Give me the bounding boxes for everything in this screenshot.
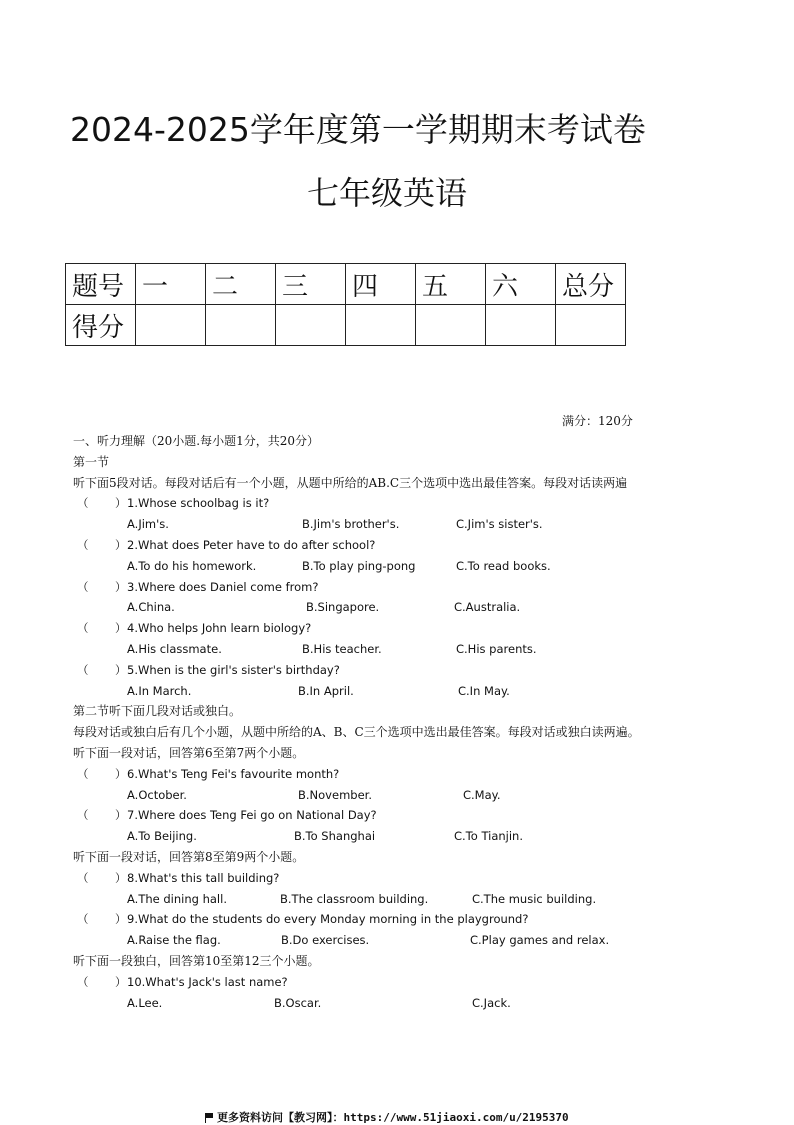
answer-paren-right: ）: [115, 621, 127, 636]
option-b: B.Oscar.: [274, 995, 322, 1010]
options-row: [73, 826, 743, 847]
options-row: [73, 639, 743, 660]
exam-subtitle: 七年级英语: [307, 174, 468, 212]
footer-link[interactable]: [205, 1109, 569, 1125]
listening-section: [73, 431, 743, 1013]
option-a: A.Raise the flag.: [127, 933, 221, 948]
answer-paren-left: （: [77, 808, 89, 823]
option-a: A.To do his homework.: [127, 558, 257, 573]
part-heading: 一、听力理解（20小题.每小题1分，共20分）: [73, 434, 319, 448]
question-row: [73, 764, 743, 785]
answer-paren-right: ）: [115, 808, 127, 823]
answer-paren-left: （: [77, 579, 89, 594]
option-b: B.To play ping-pong: [302, 558, 416, 573]
option-b: B.November.: [298, 787, 372, 802]
score-input-cell: [416, 305, 486, 346]
answer-paren-left: （: [77, 766, 89, 781]
question-text: 10.What's Jack's last name?: [127, 974, 288, 989]
question-row: [73, 618, 743, 639]
score-cell: 题号: [66, 264, 136, 305]
answer-paren-left: （: [77, 621, 89, 636]
footer-text[interactable]: 更多资料访问【教习网】：https://www.51jiaoxi.com/u/2195370: [217, 1111, 569, 1124]
section-instructions: 听下面5段对话。每段对话后有一个小题，从题中所给的AB.C三个选项中选出最佳答案。每段对话读两遍: [73, 475, 628, 490]
answer-paren-right: ）: [115, 579, 127, 594]
option-c: C.To Tianjin.: [454, 829, 523, 844]
options-row: [73, 993, 743, 1014]
question-text: 5.When is the girl's sister's birthday?: [127, 662, 340, 677]
options-row: [73, 785, 743, 806]
option-c: C.Australia.: [454, 600, 521, 615]
answer-paren-left: （: [77, 912, 89, 927]
option-b: B.Jim's brother's.: [302, 517, 400, 532]
score-cell: 一: [136, 264, 206, 305]
score-cell: 五: [416, 264, 486, 305]
question-text: 4.Who helps John learn biology?: [127, 621, 312, 636]
group-intro: 听下面一段对话，回答第6至第7两个小题。: [73, 745, 305, 760]
question-text: 2.What does Peter have to do after school?: [127, 537, 376, 552]
option-b: B.The classroom building.: [280, 891, 429, 906]
question-text: 8.What's this tall building?: [127, 870, 280, 885]
full-mark: 满分：120分: [562, 414, 633, 428]
answer-paren-right: ）: [115, 496, 127, 511]
option-a: A.His classmate.: [127, 641, 222, 656]
option-a: A.To Beijing.: [127, 829, 197, 844]
options-row: [73, 930, 743, 951]
score-input-cell: [206, 305, 276, 346]
option-b: B.Singapore.: [306, 600, 380, 615]
score-input-cell: [486, 305, 556, 346]
answer-paren-left: （: [77, 870, 89, 885]
answer-paren-right: ）: [115, 662, 127, 677]
option-c: C.May.: [463, 787, 501, 802]
score-cell: 总分: [556, 264, 626, 305]
question-row: [73, 577, 743, 598]
answer-paren-right: ）: [115, 912, 127, 927]
option-c: C.Play games and relax.: [470, 933, 610, 948]
question-row: [73, 868, 743, 889]
score-cell: 得分: [66, 305, 136, 346]
question-text: 1.Whose schoolbag is it?: [127, 496, 270, 511]
score-table-header-row: [66, 264, 626, 305]
option-a: A.Jim's.: [127, 517, 169, 532]
option-a: A.October.: [127, 787, 187, 802]
option-a: A.In March.: [127, 683, 192, 698]
question-row: [73, 805, 743, 826]
answer-paren-right: ）: [115, 537, 127, 552]
section-instructions: 每段对话或独白后有几个小题，从题中所给的A、B、C三个选项中选出最佳答案。每段对话或独白读两遍。: [73, 725, 640, 740]
question-text: 9.What do the students do every Monday morning in the playground?: [127, 912, 529, 927]
exam-title: 2024-2025学年度第一学期期末考试卷: [70, 110, 646, 149]
option-b: B.In April.: [298, 683, 354, 698]
options-row: [73, 597, 743, 618]
option-a: A.The dining hall.: [127, 891, 227, 906]
answer-paren-left: （: [77, 974, 89, 989]
options-row: [73, 556, 743, 577]
options-row: [73, 514, 743, 535]
option-c: C.Jack.: [472, 995, 511, 1010]
answer-paren-left: （: [77, 537, 89, 552]
answer-paren-left: （: [77, 662, 89, 677]
question-row: [73, 493, 743, 514]
option-b: B.To Shanghai: [294, 829, 376, 844]
question-row: [73, 535, 743, 556]
option-a: A.Lee.: [127, 995, 163, 1010]
question-text: 3.Where does Daniel come from?: [127, 579, 319, 594]
answer-paren-right: ）: [115, 870, 127, 885]
score-cell: 三: [276, 264, 346, 305]
score-input-cell: [556, 305, 626, 346]
question-row: [73, 660, 743, 681]
flag-icon: [205, 1113, 213, 1122]
question-text: 7.Where does Teng Fei go on National Day?: [127, 808, 377, 823]
answer-paren-right: ）: [115, 766, 127, 781]
option-c: C.To read books.: [456, 558, 551, 573]
question-row: [73, 972, 743, 993]
answer-paren-right: ）: [115, 974, 127, 989]
option-c: C.The music building.: [472, 891, 597, 906]
score-cell: 六: [486, 264, 556, 305]
score-input-cell: [276, 305, 346, 346]
question-row: [73, 909, 743, 930]
section-heading: 第二节听下面几段对话或独白。: [73, 704, 242, 719]
option-b: B.Do exercises.: [281, 933, 370, 948]
option-c: C.Jim's sister's.: [456, 517, 543, 532]
score-input-cell: [346, 305, 416, 346]
options-row: [73, 681, 743, 702]
option-a: A.China.: [127, 600, 175, 615]
score-table: [65, 263, 626, 346]
answer-paren-left: （: [77, 496, 89, 511]
score-table-score-row: [66, 305, 626, 346]
score-input-cell: [136, 305, 206, 346]
section-heading: 第一节: [73, 454, 110, 469]
group-intro: 听下面一段独白，回答第10至第12三个小题。: [73, 953, 320, 968]
option-b: B.His teacher.: [302, 641, 382, 656]
group-intro: 听下面一段对话，回答第8至第9两个小题。: [73, 849, 305, 864]
option-c: C.In May.: [458, 683, 510, 698]
question-text: 6.What's Teng Fei's favourite month?: [127, 766, 340, 781]
score-cell: 二: [206, 264, 276, 305]
score-cell: 四: [346, 264, 416, 305]
options-row: [73, 889, 743, 910]
option-c: C.His parents.: [456, 641, 537, 656]
